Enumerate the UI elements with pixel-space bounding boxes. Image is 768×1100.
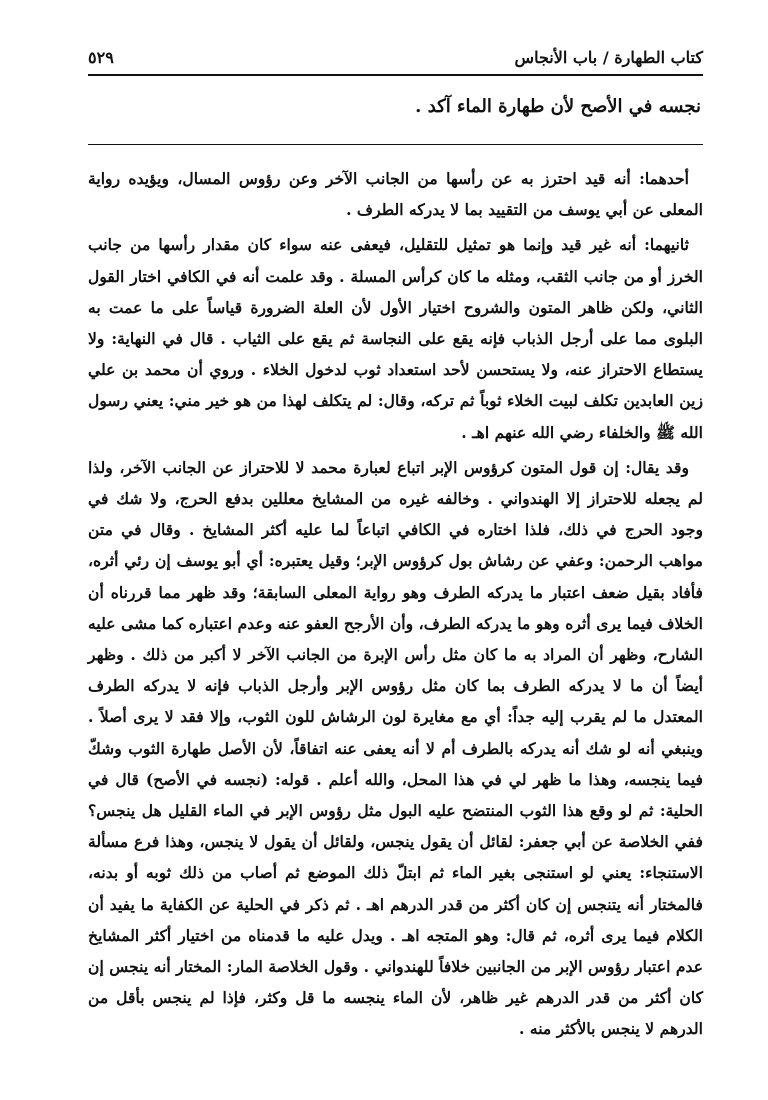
paragraph-discussion: وقد يقال: إن قول المتون كرؤوس الإبر اتباع لعبارة محمد لا للاحتراز عن الجانب الآخر، ولذا لم يجعله للاحتراز إلا الهندواني . وخالفه غيره من المشايخ معللين بدفع الحرج، ولا شك في وجود الحرج في ذلك، فلذا اختاره في الكافي اتباعاً لما عليه أكثر المشايخ . وقال في متن مواهب الرحمن: وعفي عن رشاش بول كرؤوس الإبر؛ وقيل يعتبره: أي أبو يوسف إن رئي أثره، فأفاد بقيل ضعف اعتبار ما يدركه الطرف وهو رواية المعلى السابقة؛ وقد ظهر مما قررناه أن الخلاف فيما يرى أثره وهو ما يدركه الطرف، وأن الأرجح العفو عنه وعدم اعتباره كما مشى عليه الشارح، وظهر أن المراد به ما كان مثل رأس الإبرة من الجانب الآخر لا أكبر من ذلك . وظهر أيضاً أن ما لا يدركه الطرف بما كان مثل رؤوس الإبر وأرجل الذباب فإنه لا يدركه الطرف المعتدل ما لم يقرب إليه جداً: أي مع مغايرة لون الرشاش للون الثوب، وإلا فقد لا يرى أصلاً . وينبغي أنه لو شك أنه يدركه بالطرف أم لا أنه يعفى عنه اتفاقاً، لأن الأصل طهارة الثوب وشكّ فيما ينجسه، وهذا ما ظهر لي في هذا المحل، والله أعلم . قوله: (نجسه في الأصح) قال في الحلية: ثم لو وقع هذا الثوب المنتضح عليه البول مثل رؤوس الإبر في الماء القليل هل ينجس؟ ففي الخلاصة عن أبي جعفر: لقائل أن يقول ينجس، ولقائل أن يقول لا ينجس، وهذا فرع مسألة الاستنجاء: يعني لو استنجى بغير الماء ثم ابتلّ ذلك الموضع ثم أصاب من ذلك ثوبه أو بدنه، فالمختار أنه يتنجس إن كان أكثر من قدر الدرهم اهـ . ثم ذكر في الحلية عن الكفاية ما يفيد أن الكلام فيما يرى أثره، ثم قال: وهو المتجه اهـ . ويدل عليه ما قدمناه من اختيار أكثر المشايخ عدم اعتبار رؤوس الإبر من الجانبين خلافاً للهندواني . وقول الخلاصة المار: المختار أنه ينجس إن كان أكثر من قدر الدرهم غير ظاهر، لأن الماء ينجسه ما قل وكثر، فإذا لم ينجس بأقل من الدرهم لا ينجس بالأكثر منه .: [88, 457, 703, 1039]
commentary: [88, 163, 703, 1045]
main-text: نجسه في الأصح لأن طهارة الماء آكد .: [415, 96, 701, 117]
paragraph-first-view: أحدهما: أنه قيد احترز به عن رأسها من الجانب الآخر وعن رؤوس المسال، ويؤيده رواية المعلى عن أبي يوسف من التقييد بما لا يدركه الطرف .: [88, 169, 703, 220]
document-page: [88, 44, 703, 1084]
paragraph-second-view: ثانيهما: أنه غير قيد وإنما هو تمثيل للتقليل، فيعفى عنه سواء كان مقدار رأسها من جانب الخرز أو من جانب الثقب، ومثله ما كان كرأس المسلة . وقد علمت أنه في الكافي اختار القول الثاني، ولكن ظاهر المتون والشروح اختيار الأول لأن العلة الضرورة قياساً على ما عمت به البلوى مما على أرجل الذباب فإنه يقع على النجاسة ثم يقع على الثياب . قال في النهاية: ولا يستطاع الاحتراز عنه، ولا يستحسن لأحد استعداد ثوب لدخول الخلاء . وروي أن محمد بن علي زين العابدين تكلف لبيت الخلاء ثوباً ثم تركه، وقال: لم يتكلف لهذا من هو خير مني: يعني رسول الله ﷺ والخلفاء رضي الله عنهم اهـ .: [88, 235, 703, 442]
separator-rule: [88, 144, 703, 145]
chapter-title: كتاب الطهارة / باب الأنجاس: [514, 48, 703, 67]
page-number: ٥٢٩: [88, 48, 114, 67]
running-header: [88, 44, 703, 76]
